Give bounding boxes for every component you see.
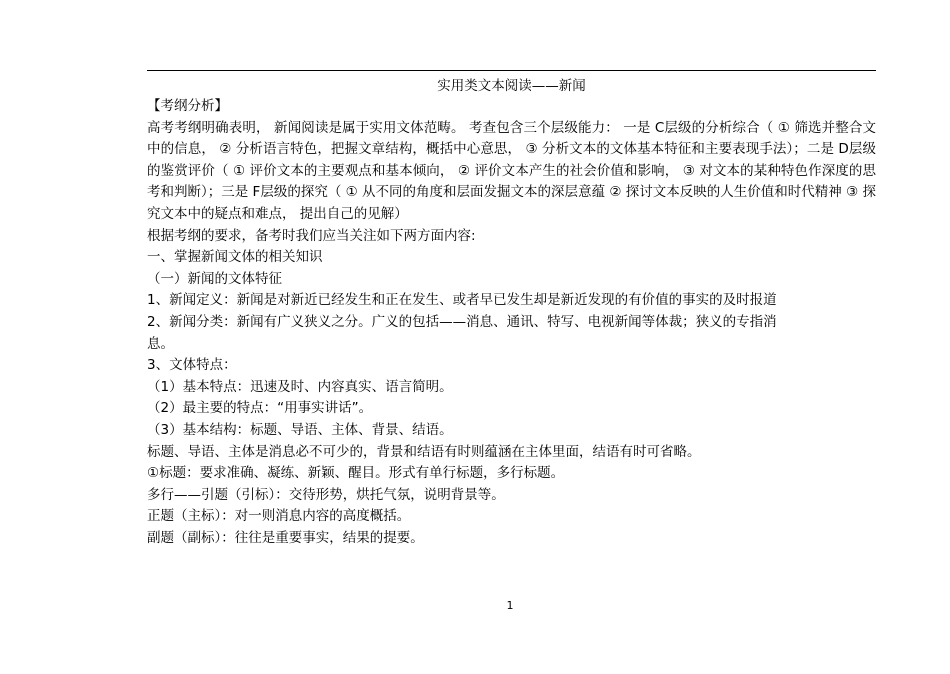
text-line: 2、新闻分类：新闻有广义狭义之分。广义的包括——消息、通讯、特写、电视新闻等体裁；狭义的专指消 xyxy=(147,313,777,330)
section-heading: 【考纲分析】 xyxy=(147,98,228,114)
text-line: 息。 xyxy=(147,335,174,352)
text-line: （2）最主要的特点：“用事实讲话”。 xyxy=(147,400,373,417)
text-line: 副题（副标）：往往是重要事实，结果的提要。 xyxy=(147,529,424,546)
text-line: 3、文体特点： xyxy=(147,357,237,374)
text-line: 多行——引题（引标）：交待形势，烘托气氛，说明背景等。 xyxy=(147,486,505,503)
text-line: 标题、导语、主体是消息必不可少的，背景和结语有时则蕴涵在主体里面，结语有时可省略。 xyxy=(147,443,701,460)
text-line: 一、掌握新闻文体的相关知识 xyxy=(147,249,323,266)
text-line: 正题（主标）：对一则消息内容的高度概括。 xyxy=(147,508,411,525)
text-line: （1）基本特点：迅速及时、内容真实、语言简明。 xyxy=(147,378,453,395)
header-rule xyxy=(147,70,876,71)
intro-paragraph: 高考考纲明确表明， 新闻阅读是属于实用文体范畴。 考查包含三个层级能力： 一是 C层级的分析综合（ ① 筛选并整合文中的信息， ② 分析语言特色，把握文章结构，概括中心意思， ③ 分析文本的文体基本特征和主要表现手法）；二是 D层级的鉴赏评价（ ① 评价文本的主要观点和基本倾向， ② 评价文本产生的社会价值和影响， ③ 对文本的某种特色作深度的思考和判断）；三是 F层级的探究（ ① 从不同的角度和层面发掘文本的深层意蕴 ② 探讨文本反映的人生价值和时代精神 ③ 探究文本中的疑点和难点， 提出自己的见解） xyxy=(147,119,876,222)
document-title: 实用类文本阅读——新闻 xyxy=(437,78,586,94)
text-line: 1、新闻定义：新闻是对新近已经发生和正在发生、或者早已发生却是新近发现的有价值的事实的及时报道 xyxy=(147,292,777,309)
text-line: 根据考纲的要求，备考时我们应当关注如下两方面内容: xyxy=(147,227,476,244)
text-line: （一）新闻的文体特征 xyxy=(147,270,282,287)
document-body xyxy=(147,96,876,549)
text-line: ①标题：要求准确、凝练、新颖、醒目。形式有单行标题，多行标题。 xyxy=(147,465,565,482)
page-number: 1 xyxy=(506,599,514,612)
text-line: （3）基本结构：标题、导语、主体、背景、结语。 xyxy=(147,421,453,438)
